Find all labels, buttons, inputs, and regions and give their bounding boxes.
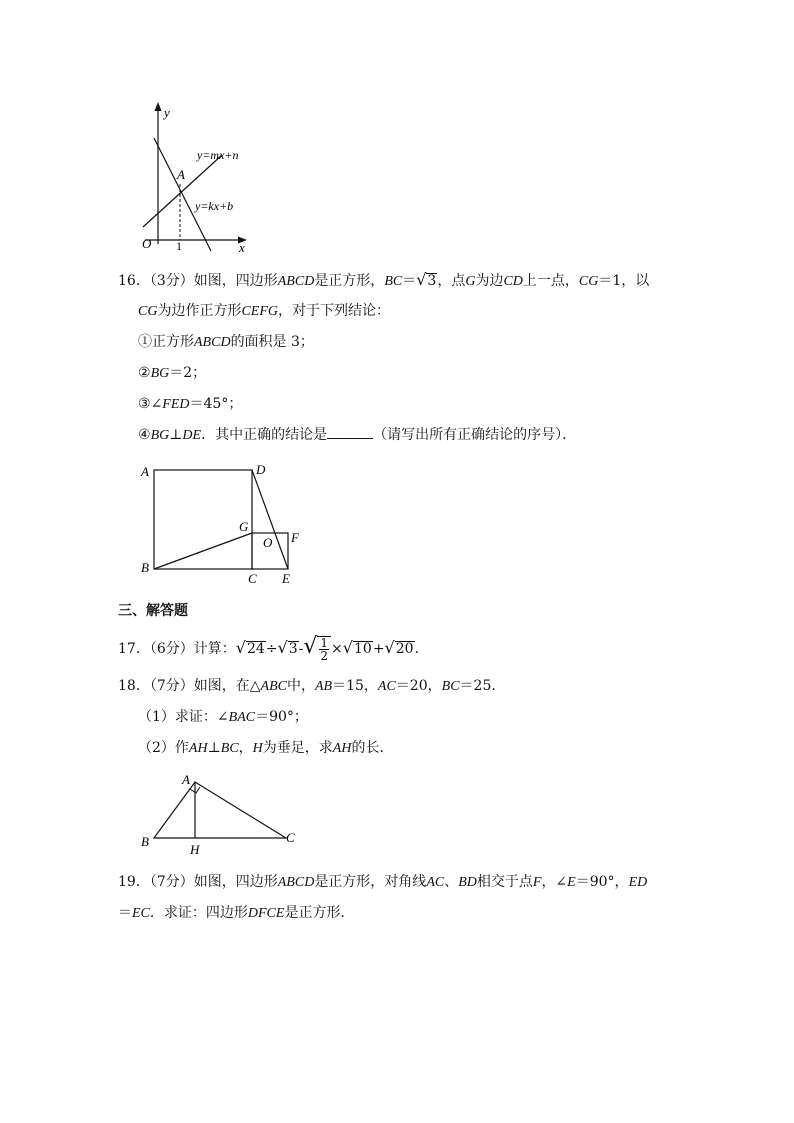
q18-p2-text4: 的长． bbox=[351, 740, 394, 756]
c2-num: ② bbox=[138, 365, 151, 381]
q17-plus: + bbox=[372, 641, 385, 657]
q16-upper-point: 上一点， bbox=[522, 273, 579, 289]
q19-line2 bbox=[118, 903, 354, 924]
y-label: y bbox=[164, 105, 170, 120]
q18-abc: ABC bbox=[260, 679, 287, 694]
triangle-abc bbox=[154, 782, 286, 838]
q17-div: ÷ bbox=[265, 641, 278, 657]
q19-ac: AC bbox=[426, 875, 445, 890]
q17-r10: 10 bbox=[353, 641, 372, 657]
q18-p1-text: 求证：∠ bbox=[174, 709, 229, 725]
q16-line2-text: 为边作正方形 bbox=[157, 303, 242, 319]
q18-ac-val: ＝20， bbox=[395, 678, 442, 694]
q18-p2-num: （2） bbox=[138, 740, 175, 756]
label-d: D bbox=[256, 462, 266, 477]
q19-number: 19． bbox=[118, 874, 150, 890]
q17-r3: 3 bbox=[288, 641, 298, 657]
q16-is-square: 是正方形， bbox=[314, 273, 385, 289]
q17-number: 17． bbox=[118, 641, 150, 657]
q18-p1-val: ＝90°； bbox=[255, 709, 308, 725]
q17-minus: - bbox=[298, 641, 304, 657]
c3-angle: ∠ bbox=[150, 396, 163, 412]
c4-de: DE bbox=[182, 428, 202, 443]
y-axis-arrow bbox=[155, 102, 162, 111]
q16-conclusion-1 bbox=[138, 332, 314, 353]
q18-p2-ah: AH bbox=[188, 741, 208, 756]
q18-p2-text1: 作 bbox=[174, 740, 189, 756]
q19-dfce: DFCE bbox=[247, 906, 285, 921]
q16-root3: 3 bbox=[427, 273, 437, 289]
c4-perp: ⊥ bbox=[169, 427, 183, 443]
q18-p2-text2: ， bbox=[238, 740, 253, 756]
line-mx-n bbox=[143, 155, 222, 227]
label-b: B bbox=[141, 560, 149, 575]
label-g: G bbox=[239, 519, 249, 534]
q18-part2 bbox=[138, 738, 393, 759]
c4-text: ．其中正确的结论是 bbox=[201, 427, 328, 443]
q16-line2-end: ，对于下列结论： bbox=[278, 303, 391, 319]
q16-eq: ＝ bbox=[402, 273, 417, 289]
q19-text3: ，∠ bbox=[541, 874, 568, 890]
line2-label: y=kx+b bbox=[195, 199, 234, 213]
label-h: H bbox=[190, 842, 200, 857]
q16-cg: CG bbox=[578, 274, 599, 289]
c4-bg: BG bbox=[150, 428, 170, 443]
q19-bd: BD bbox=[458, 875, 477, 890]
c1-text1: 正方形 bbox=[152, 334, 194, 350]
q16-points: （3分） bbox=[149, 273, 194, 289]
q18-p1-num: （1） bbox=[138, 709, 175, 725]
label-c: C bbox=[286, 830, 295, 845]
q16-on-side: 为边 bbox=[475, 273, 504, 289]
q19-intro: 如图，四边形 bbox=[193, 874, 278, 890]
c4-num: ④ bbox=[138, 427, 151, 443]
sqrt-sign: √ bbox=[416, 270, 427, 289]
q16-cd: CD bbox=[503, 274, 523, 289]
sqrt-sign: √ bbox=[235, 638, 246, 657]
q18-p2-perp: ⊥ bbox=[207, 740, 221, 756]
q16-line2-cg: CG bbox=[138, 304, 158, 319]
tick-label: 1 bbox=[176, 239, 182, 253]
q18-mid: 中， bbox=[286, 678, 315, 694]
q19-text4: ＝90°， bbox=[575, 874, 629, 890]
q16-intro: 如图，四边形 bbox=[193, 273, 278, 289]
q16-after-root: ，点 bbox=[437, 273, 466, 289]
q19-points: （7分） bbox=[149, 874, 194, 890]
q17-line bbox=[118, 633, 419, 663]
label-e: E bbox=[282, 571, 290, 586]
q16-abcd: ABCD bbox=[277, 274, 315, 289]
origin-label: O bbox=[142, 236, 152, 251]
sqrt-sign: √ bbox=[303, 634, 318, 659]
q16-cefg: CEFG bbox=[241, 304, 279, 319]
q19-text6: 是正方形． bbox=[284, 905, 355, 921]
q18-p2-ah2: AH bbox=[332, 741, 352, 756]
q18-part1 bbox=[138, 707, 308, 728]
c3-num: ③ bbox=[138, 396, 151, 412]
q18-p2-h: H bbox=[252, 741, 263, 756]
q17-frac-den: 2 bbox=[320, 649, 329, 663]
q17-times: × bbox=[331, 641, 343, 657]
answer-blank[interactable] bbox=[327, 425, 373, 439]
c1-abcd: ABCD bbox=[194, 335, 231, 350]
q18-number: 18． bbox=[118, 678, 150, 694]
q16-figure bbox=[138, 458, 308, 588]
q15-figure bbox=[135, 100, 255, 255]
label-c: C bbox=[248, 571, 257, 586]
q18-bc: BC bbox=[441, 679, 460, 694]
q19-e: E bbox=[567, 875, 576, 890]
q19-text5: ．求证：四边形 bbox=[149, 905, 248, 921]
q17-r20: 20 bbox=[395, 641, 414, 657]
q18-ab: AB bbox=[314, 679, 333, 694]
c2-bg: BG bbox=[150, 366, 170, 381]
sqrt-sign: √ bbox=[277, 638, 288, 657]
label-f: F bbox=[291, 530, 299, 545]
q18-ac: AC bbox=[377, 679, 396, 694]
c3-text: ＝45°； bbox=[189, 396, 243, 412]
q19-ec: EC bbox=[132, 906, 150, 921]
segment-bg bbox=[154, 533, 252, 569]
label-a: A bbox=[141, 464, 149, 479]
q17-points: （6分） bbox=[149, 641, 194, 657]
q18-p1-bac: BAC bbox=[228, 710, 256, 725]
q19-sep: 、 bbox=[444, 874, 459, 890]
section-heading: 三、解答题 bbox=[118, 603, 188, 619]
q18-p2-bc: BC bbox=[220, 741, 239, 756]
q16-conclusion-2 bbox=[138, 363, 206, 384]
sqrt-sign: √ bbox=[342, 638, 353, 657]
line1-label: y=mx+n bbox=[197, 148, 239, 162]
q18-ab-val: ＝15， bbox=[332, 678, 378, 694]
square-abcd bbox=[154, 470, 252, 569]
c2-text: ＝2； bbox=[169, 365, 207, 381]
label-b: B bbox=[141, 834, 149, 849]
q17-r24: 24 bbox=[246, 641, 265, 657]
q16-number: 16． bbox=[118, 273, 150, 289]
c3-fed: FED bbox=[162, 397, 190, 412]
label-a: A bbox=[182, 772, 190, 787]
q16-conclusion-4 bbox=[138, 425, 576, 446]
q19-line1 bbox=[118, 872, 647, 893]
sqrt-sign: √ bbox=[384, 638, 395, 657]
q19-text2: 相交于点 bbox=[476, 874, 533, 890]
q16-line1 bbox=[118, 270, 649, 292]
q18-bc-val: ＝25． bbox=[459, 678, 506, 694]
c1-text2: 的面积是 3； bbox=[230, 334, 314, 350]
q18-p2-text3: 为垂足，求 bbox=[262, 740, 333, 756]
q19-line2-eq: ＝ bbox=[118, 905, 132, 921]
q17-end: . bbox=[414, 641, 420, 657]
q19-ed: ED bbox=[628, 875, 648, 890]
q16-cg-val: ＝1，以 bbox=[598, 273, 650, 289]
q18-points: （7分） bbox=[149, 678, 194, 694]
point-a-label: A bbox=[177, 167, 185, 182]
label-o: O bbox=[263, 535, 273, 550]
q16-bc: BC bbox=[384, 274, 403, 289]
q18-intro: 如图，在△ bbox=[193, 678, 261, 694]
q16-g: G bbox=[465, 274, 476, 289]
q18-line1 bbox=[118, 676, 505, 697]
q18-figure bbox=[138, 770, 308, 860]
q19-abcd: ABCD bbox=[277, 875, 315, 890]
c4-end: （请写出所有正确结论的序号）． bbox=[373, 427, 577, 443]
q16-conclusion-3 bbox=[138, 394, 242, 415]
q16-line2 bbox=[138, 301, 390, 322]
c1-num: ① bbox=[138, 334, 152, 350]
q19-text1: 是正方形，对角线 bbox=[314, 874, 427, 890]
q19-f: F bbox=[532, 875, 542, 890]
q17-frac-num: 1 bbox=[320, 636, 329, 650]
x-label: x bbox=[239, 240, 245, 255]
segment-de bbox=[252, 470, 288, 569]
q17-frac bbox=[317, 636, 331, 662]
q17-text: 计算： bbox=[193, 641, 236, 657]
